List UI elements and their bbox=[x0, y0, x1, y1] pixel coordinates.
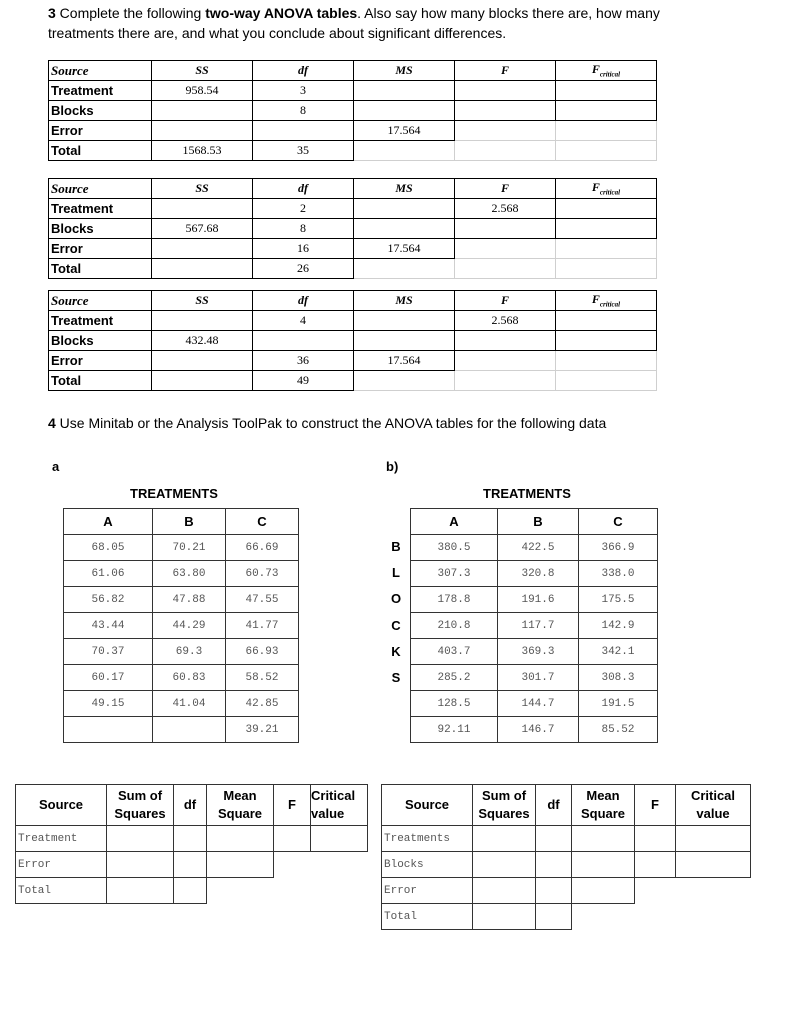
cell-df[interactable]: 36 bbox=[253, 351, 354, 371]
header-ss: SS bbox=[152, 179, 253, 199]
block-letter: O bbox=[390, 591, 402, 607]
answer-cell[interactable] bbox=[107, 826, 174, 852]
answer-cell[interactable] bbox=[207, 852, 274, 878]
anova-row bbox=[49, 141, 657, 161]
header-mean-square bbox=[207, 785, 274, 826]
header-text: Square bbox=[580, 806, 626, 821]
answer-cell[interactable] bbox=[635, 826, 676, 852]
header-text: value bbox=[311, 806, 345, 821]
cell-ms[interactable]: 17.564 bbox=[354, 121, 455, 141]
cell-f[interactable] bbox=[455, 371, 556, 391]
data-cell: 63.80 bbox=[153, 561, 226, 587]
treatments-title-a: TREATMENTS bbox=[130, 486, 218, 501]
cell-ss[interactable] bbox=[152, 311, 253, 331]
answer-cell bbox=[635, 904, 676, 930]
header-ms: MS bbox=[354, 179, 455, 199]
header-text: Squares bbox=[478, 806, 530, 821]
column-header: B bbox=[153, 509, 226, 535]
answer-cell[interactable] bbox=[174, 852, 207, 878]
answer-cell[interactable] bbox=[207, 826, 274, 852]
data-cell: 41.04 bbox=[153, 691, 226, 717]
answer-cell[interactable] bbox=[536, 904, 572, 930]
header-source bbox=[16, 785, 107, 826]
cell-ms[interactable] bbox=[354, 199, 455, 219]
column-header: A bbox=[411, 509, 498, 535]
question-3-text-b: . Also say how many blocks there are, how many bbox=[357, 5, 660, 21]
answer-cell[interactable] bbox=[635, 852, 676, 878]
anova-header-row bbox=[49, 291, 657, 311]
header-text: Source bbox=[404, 797, 450, 812]
data-cell: 47.55 bbox=[226, 587, 299, 613]
cell-f[interactable] bbox=[455, 121, 556, 141]
header-critical-value bbox=[676, 785, 751, 826]
data-cell: 61.06 bbox=[64, 561, 153, 587]
data-cell: 43.44 bbox=[64, 613, 153, 639]
data-row bbox=[64, 613, 299, 639]
data-cell: 403.7 bbox=[411, 639, 498, 665]
anova-row bbox=[49, 351, 657, 371]
header-fcritical bbox=[556, 291, 657, 311]
answer-cell[interactable] bbox=[536, 878, 572, 904]
block-letter: B bbox=[391, 539, 401, 554]
data-row bbox=[64, 665, 299, 691]
data-row bbox=[411, 535, 658, 561]
block-letter: L bbox=[392, 565, 400, 581]
answer-cell[interactable] bbox=[676, 852, 751, 878]
question-4-text: Use Minitab or the Analysis ToolPak to construct the ANOVA tables for the following data bbox=[55, 415, 607, 431]
cell-fcrit[interactable] bbox=[556, 199, 657, 219]
data-cell: 178.8 bbox=[411, 587, 498, 613]
cell-f[interactable] bbox=[455, 239, 556, 259]
answer-cell bbox=[676, 904, 751, 930]
answer-row bbox=[16, 826, 368, 852]
header-text: Sum of bbox=[481, 788, 527, 803]
cell-ms[interactable] bbox=[354, 371, 455, 391]
cell-f[interactable] bbox=[455, 331, 556, 351]
header-fcritical-sub: critical bbox=[599, 188, 621, 197]
cell-fcrit[interactable] bbox=[556, 239, 657, 259]
cell-ss[interactable] bbox=[152, 121, 253, 141]
answer-row bbox=[16, 852, 368, 878]
header-f: F bbox=[455, 61, 556, 81]
header-df: df bbox=[253, 61, 354, 81]
treatments-title-b: TREATMENTS bbox=[483, 486, 571, 501]
cell-ms[interactable] bbox=[354, 219, 455, 239]
answer-cell[interactable] bbox=[473, 904, 536, 930]
data-cell: 60.17 bbox=[64, 665, 153, 691]
row-label: Blocks bbox=[49, 219, 152, 239]
data-cell: 422.5 bbox=[498, 535, 579, 561]
cell-f[interactable] bbox=[455, 141, 556, 161]
data-cell: 308.3 bbox=[579, 665, 658, 691]
anova-row bbox=[49, 81, 657, 101]
header-f bbox=[635, 785, 676, 826]
data-cell bbox=[64, 717, 153, 743]
row-label: Treatment bbox=[49, 199, 152, 219]
data-cell: 85.52 bbox=[579, 717, 658, 743]
cell-ss[interactable] bbox=[152, 371, 253, 391]
header-fcritical-sub: critical bbox=[599, 70, 621, 79]
answer-cell[interactable] bbox=[311, 826, 368, 852]
cell-f[interactable]: 2.568 bbox=[455, 311, 556, 331]
anova-header-row bbox=[49, 61, 657, 81]
anova-row bbox=[49, 311, 657, 331]
answer-cell[interactable] bbox=[174, 878, 207, 904]
answer-row-label: Error bbox=[16, 852, 107, 878]
data-cell: 70.21 bbox=[153, 535, 226, 561]
cell-ss[interactable] bbox=[152, 239, 253, 259]
answer-row bbox=[16, 878, 368, 904]
question-4-number: 4 bbox=[48, 415, 56, 431]
header-sum-of-squares bbox=[107, 785, 174, 826]
data-cell: 69.3 bbox=[153, 639, 226, 665]
row-label: Error bbox=[49, 351, 152, 371]
data-cell: 285.2 bbox=[411, 665, 498, 691]
anova-row bbox=[49, 199, 657, 219]
anova-row bbox=[49, 371, 657, 391]
answer-cell bbox=[274, 878, 311, 904]
cell-ss[interactable] bbox=[152, 351, 253, 371]
header-df bbox=[536, 785, 572, 826]
anova-table-3 bbox=[48, 290, 657, 391]
anova-table-2 bbox=[48, 178, 657, 279]
header-fcritical bbox=[556, 61, 657, 81]
data-row bbox=[411, 717, 658, 743]
anova-header-row bbox=[49, 179, 657, 199]
data-row bbox=[64, 717, 299, 743]
row-label: Total bbox=[49, 259, 152, 279]
part-a-label: a bbox=[52, 459, 60, 474]
cell-f[interactable] bbox=[455, 81, 556, 101]
row-label: Treatment bbox=[49, 311, 152, 331]
cell-ms[interactable] bbox=[354, 101, 455, 121]
header-ss: SS bbox=[152, 291, 253, 311]
row-label: Blocks bbox=[49, 101, 152, 121]
cell-ss[interactable] bbox=[152, 101, 253, 121]
answer-row-label: Treatment bbox=[16, 826, 107, 852]
cell-df[interactable]: 35 bbox=[253, 141, 354, 161]
question-3-line2: treatments there are, and what you conclude about significant differences. bbox=[48, 25, 507, 41]
answer-row bbox=[382, 904, 751, 930]
answer-cell[interactable] bbox=[473, 826, 536, 852]
cell-df[interactable]: 26 bbox=[253, 259, 354, 279]
data-cell: 175.5 bbox=[579, 587, 658, 613]
answer-table-b bbox=[381, 784, 751, 930]
row-label: Error bbox=[49, 239, 152, 259]
anova-row bbox=[49, 101, 657, 121]
data-header-row bbox=[411, 509, 658, 535]
data-row bbox=[64, 639, 299, 665]
data-row bbox=[411, 561, 658, 587]
row-label: Blocks bbox=[49, 331, 152, 351]
anova-row bbox=[49, 239, 657, 259]
cell-df[interactable]: 4 bbox=[253, 311, 354, 331]
header-text: df bbox=[547, 797, 560, 812]
question-3 bbox=[48, 3, 748, 43]
header-text: F bbox=[651, 797, 659, 812]
cell-df[interactable]: 8 bbox=[253, 101, 354, 121]
header-source: Source bbox=[49, 291, 152, 311]
data-cell: 369.3 bbox=[498, 639, 579, 665]
answer-cell bbox=[635, 878, 676, 904]
header-fcritical-main: F bbox=[591, 180, 600, 195]
header-df bbox=[174, 785, 207, 826]
answer-cell[interactable] bbox=[107, 852, 174, 878]
data-cell: 307.3 bbox=[411, 561, 498, 587]
data-cell: 210.8 bbox=[411, 613, 498, 639]
answer-cell[interactable] bbox=[536, 852, 572, 878]
data-cell: 70.37 bbox=[64, 639, 153, 665]
cell-ms[interactable]: 17.564 bbox=[354, 351, 455, 371]
column-header: C bbox=[226, 509, 299, 535]
data-cell: 49.15 bbox=[64, 691, 153, 717]
answer-row-label: Total bbox=[382, 904, 473, 930]
data-cell: 380.5 bbox=[411, 535, 498, 561]
cell-f[interactable] bbox=[455, 219, 556, 239]
header-critical-value bbox=[311, 785, 368, 826]
cell-ss[interactable]: 958.54 bbox=[152, 81, 253, 101]
anova-row bbox=[49, 219, 657, 239]
part-b-label: b) bbox=[386, 459, 399, 474]
data-cell: 60.73 bbox=[226, 561, 299, 587]
header-sum-of-squares bbox=[473, 785, 536, 826]
header-text: Squares bbox=[114, 806, 166, 821]
cell-df[interactable] bbox=[253, 121, 354, 141]
cell-ss[interactable]: 1568.53 bbox=[152, 141, 253, 161]
answer-cell[interactable] bbox=[676, 826, 751, 852]
header-text: Critical bbox=[311, 788, 356, 803]
header-text: Mean bbox=[586, 788, 620, 803]
cell-ms[interactable] bbox=[354, 81, 455, 101]
data-table-a bbox=[63, 508, 299, 743]
data-cell: 66.93 bbox=[226, 639, 299, 665]
data-cell: 146.7 bbox=[498, 717, 579, 743]
anova-row bbox=[49, 259, 657, 279]
header-f: F bbox=[455, 179, 556, 199]
cell-fcrit[interactable] bbox=[556, 371, 657, 391]
cell-df[interactable]: 8 bbox=[253, 219, 354, 239]
data-row bbox=[411, 665, 658, 691]
column-header: B bbox=[498, 509, 579, 535]
answer-row bbox=[382, 826, 751, 852]
row-label: Total bbox=[49, 141, 152, 161]
cell-df[interactable]: 49 bbox=[253, 371, 354, 391]
header-ms: MS bbox=[354, 291, 455, 311]
data-cell: 191.6 bbox=[498, 587, 579, 613]
cell-ss[interactable] bbox=[152, 199, 253, 219]
question-3-text-a: Complete the following bbox=[55, 5, 206, 21]
header-source bbox=[382, 785, 473, 826]
cell-ms[interactable] bbox=[354, 141, 455, 161]
block-letter: C bbox=[391, 617, 401, 633]
header-df: df bbox=[253, 291, 354, 311]
data-row bbox=[411, 639, 658, 665]
cell-df[interactable]: 3 bbox=[253, 81, 354, 101]
data-cell: 60.83 bbox=[153, 665, 226, 691]
data-header-row bbox=[64, 509, 299, 535]
cell-fcrit[interactable] bbox=[556, 331, 657, 351]
cell-df[interactable]: 16 bbox=[253, 239, 354, 259]
answer-cell[interactable] bbox=[174, 826, 207, 852]
data-cell bbox=[153, 717, 226, 743]
data-row bbox=[411, 691, 658, 717]
cell-f[interactable] bbox=[455, 101, 556, 121]
cell-df[interactable] bbox=[253, 331, 354, 351]
block-letter: K bbox=[391, 643, 401, 659]
anova-row bbox=[49, 331, 657, 351]
data-row bbox=[411, 587, 658, 613]
cell-fcrit[interactable] bbox=[556, 311, 657, 331]
header-fcritical bbox=[556, 179, 657, 199]
cell-f[interactable] bbox=[455, 259, 556, 279]
row-label: Treatment bbox=[49, 81, 152, 101]
column-header: A bbox=[64, 509, 153, 535]
data-cell: 56.82 bbox=[64, 587, 153, 613]
data-row bbox=[64, 587, 299, 613]
data-cell: 144.7 bbox=[498, 691, 579, 717]
answer-row-label: Blocks bbox=[382, 852, 473, 878]
answer-cell[interactable] bbox=[473, 852, 536, 878]
answer-cell[interactable] bbox=[572, 826, 635, 852]
data-cell: 128.5 bbox=[411, 691, 498, 717]
cell-ms[interactable] bbox=[354, 259, 455, 279]
data-cell: 366.9 bbox=[579, 535, 658, 561]
answer-cell[interactable] bbox=[107, 878, 174, 904]
question-3-number: 3 bbox=[48, 5, 56, 21]
header-fcritical-main: F bbox=[591, 62, 600, 77]
cell-ms[interactable] bbox=[354, 331, 455, 351]
answer-header-row bbox=[16, 785, 368, 826]
header-fcritical-main: F bbox=[591, 292, 600, 307]
header-text: value bbox=[696, 806, 730, 821]
cell-fcrit[interactable] bbox=[556, 81, 657, 101]
data-cell: 42.85 bbox=[226, 691, 299, 717]
anova-row bbox=[49, 121, 657, 141]
data-cell: 58.52 bbox=[226, 665, 299, 691]
header-fcritical-sub: critical bbox=[599, 300, 621, 309]
cell-ms[interactable] bbox=[354, 311, 455, 331]
header-source: Source bbox=[49, 179, 152, 199]
answer-cell[interactable] bbox=[572, 878, 635, 904]
header-text: F bbox=[288, 797, 296, 812]
answer-row-label: Error bbox=[382, 878, 473, 904]
cell-fcrit[interactable] bbox=[556, 141, 657, 161]
answer-cell[interactable] bbox=[572, 852, 635, 878]
question-4 bbox=[48, 413, 768, 433]
answer-cell bbox=[311, 852, 368, 878]
header-text: Source bbox=[38, 797, 84, 812]
data-table-b bbox=[410, 508, 658, 743]
data-cell: 44.29 bbox=[153, 613, 226, 639]
header-f bbox=[274, 785, 311, 826]
cell-f[interactable]: 2.568 bbox=[455, 199, 556, 219]
answer-row-label: Treatments bbox=[382, 826, 473, 852]
cell-ms[interactable]: 17.564 bbox=[354, 239, 455, 259]
answer-cell bbox=[311, 878, 368, 904]
cell-ss[interactable] bbox=[152, 259, 253, 279]
answer-row bbox=[382, 878, 751, 904]
block-letter: S bbox=[391, 670, 401, 685]
data-cell: 41.77 bbox=[226, 613, 299, 639]
data-cell: 320.8 bbox=[498, 561, 579, 587]
data-cell: 66.69 bbox=[226, 535, 299, 561]
data-row bbox=[64, 561, 299, 587]
cell-f[interactable] bbox=[455, 351, 556, 371]
cell-fcrit[interactable] bbox=[556, 219, 657, 239]
answer-cell bbox=[676, 878, 751, 904]
cell-fcrit[interactable] bbox=[556, 351, 657, 371]
question-3-bold: two-way ANOVA tables bbox=[205, 5, 358, 21]
data-cell: 338.0 bbox=[579, 561, 658, 587]
header-mean-square bbox=[572, 785, 635, 826]
data-row bbox=[64, 691, 299, 717]
answer-row bbox=[382, 852, 751, 878]
column-header: C bbox=[579, 509, 658, 535]
cell-fcrit[interactable] bbox=[556, 259, 657, 279]
header-df: df bbox=[253, 179, 354, 199]
header-source: Source bbox=[49, 61, 152, 81]
answer-row-label: Total bbox=[16, 878, 107, 904]
cell-ss[interactable]: 567.68 bbox=[152, 219, 253, 239]
answer-cell bbox=[572, 904, 635, 930]
header-text: Square bbox=[217, 806, 263, 821]
data-row bbox=[64, 535, 299, 561]
data-cell: 301.7 bbox=[498, 665, 579, 691]
cell-ss[interactable]: 432.48 bbox=[152, 331, 253, 351]
data-cell: 39.21 bbox=[226, 717, 299, 743]
answer-table-a bbox=[15, 784, 368, 904]
data-cell: 92.11 bbox=[411, 717, 498, 743]
cell-fcrit[interactable] bbox=[556, 121, 657, 141]
answer-cell bbox=[274, 852, 311, 878]
data-cell: 142.9 bbox=[579, 613, 658, 639]
header-ms: MS bbox=[354, 61, 455, 81]
answer-header-row bbox=[382, 785, 751, 826]
header-text: Sum of bbox=[117, 788, 163, 803]
header-ss: SS bbox=[152, 61, 253, 81]
data-cell: 191.5 bbox=[579, 691, 658, 717]
answer-cell bbox=[207, 878, 274, 904]
cell-df[interactable]: 2 bbox=[253, 199, 354, 219]
data-cell: 117.7 bbox=[498, 613, 579, 639]
answer-cell[interactable] bbox=[473, 878, 536, 904]
data-cell: 47.88 bbox=[153, 587, 226, 613]
header-text: df bbox=[183, 797, 197, 812]
answer-cell[interactable] bbox=[274, 826, 311, 852]
header-f: F bbox=[455, 291, 556, 311]
data-cell: 68.05 bbox=[64, 535, 153, 561]
header-text: Critical bbox=[690, 788, 736, 803]
cell-fcrit[interactable] bbox=[556, 101, 657, 121]
header-text: Mean bbox=[223, 788, 257, 803]
answer-cell[interactable] bbox=[536, 826, 572, 852]
row-label: Error bbox=[49, 121, 152, 141]
data-row bbox=[411, 613, 658, 639]
data-cell: 342.1 bbox=[579, 639, 658, 665]
anova-table-1 bbox=[48, 60, 657, 161]
row-label: Total bbox=[49, 371, 152, 391]
